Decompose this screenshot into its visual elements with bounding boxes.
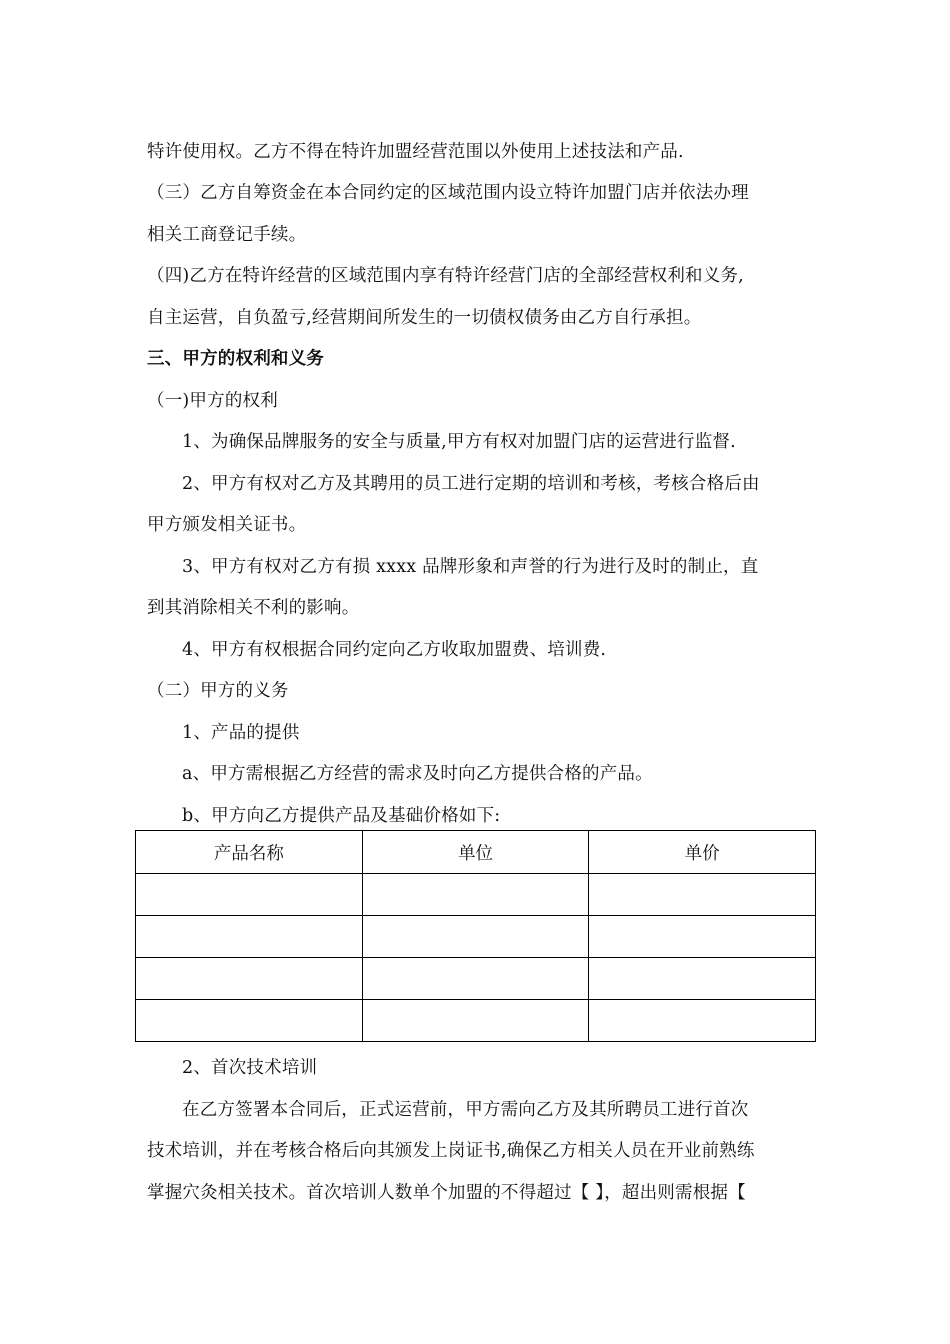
- paragraph-line: 特许使用权。乙方不得在特许加盟经营范围以外使用上述技法和产品.: [147, 142, 684, 162]
- paragraph-line: 掌握穴灸相关技术。首次培训人数单个加盟的不得超过【 】，超出则需根据【: [147, 1183, 746, 1203]
- table-cell: [136, 958, 363, 1000]
- table-cell: [362, 916, 589, 958]
- section-heading: 三、甲方的权利和义务: [147, 349, 324, 369]
- table-cell: [362, 1000, 589, 1042]
- column-header: 单价: [589, 831, 816, 874]
- table-cell: [136, 916, 363, 958]
- paragraph-line: 技术培训，并在考核合格后向其颁发上岗证书,确保乙方相关人员在开业前熟练: [147, 1141, 755, 1161]
- table-cell: [136, 874, 363, 916]
- column-header: 产品名称: [136, 831, 363, 874]
- list-item: 1、产品的提供: [182, 723, 300, 743]
- table-row: [136, 874, 816, 916]
- list-item: 2、首次技术培训: [182, 1058, 318, 1078]
- table-cell: [362, 958, 589, 1000]
- paragraph-line: 3、甲方有权对乙方有损 xxxx 品牌形象和声誉的行为进行及时的制止，直: [182, 557, 759, 577]
- list-item: a、甲方需根据乙方经营的需求及时向乙方提供合格的产品。: [182, 764, 653, 784]
- subsection-heading: （二）甲方的义务: [147, 681, 289, 701]
- list-item: b、甲方向乙方提供产品及基础价格如下:: [182, 806, 501, 826]
- paragraph-line: 自主运营，自负盈亏,经营期间所发生的一切债权债务由乙方自行承担。: [147, 308, 702, 328]
- column-header: 单位: [362, 831, 589, 874]
- table-cell: [589, 916, 816, 958]
- clause-three-line: （三）乙方自筹资金在本合同约定的区域范围内设立特许加盟门店并依法办理: [147, 183, 749, 203]
- paragraph-line: 甲方颁发相关证书。: [147, 515, 307, 535]
- price-table: [135, 830, 816, 1042]
- table-row: [136, 916, 816, 958]
- paragraph-line: 2、甲方有权对乙方及其聘用的员工进行定期的培训和考核，考核合格后由: [182, 474, 760, 494]
- paragraph-line: 相关工商登记手续。: [147, 225, 307, 245]
- subsection-heading: （一)甲方的权利: [147, 391, 278, 411]
- paragraph-line: 4、甲方有权根据合同约定向乙方收取加盟费、培训费.: [182, 640, 607, 660]
- clause-four-line: （四)乙方在特许经营的区域范围内享有特许经营门店的全部经营权利和义务,: [147, 266, 744, 286]
- table-cell: [589, 874, 816, 916]
- table-header-row: [136, 831, 816, 874]
- table-cell: [136, 1000, 363, 1042]
- table-row: [136, 958, 816, 1000]
- table-cell: [362, 874, 589, 916]
- paragraph-line: 到其消除相关不利的影响。: [147, 598, 360, 618]
- table-cell: [589, 1000, 816, 1042]
- paragraph-line: 在乙方签署本合同后，正式运营前，甲方需向乙方及其所聘员工进行首次: [182, 1100, 749, 1120]
- table-cell: [589, 958, 816, 1000]
- table-row: [136, 1000, 816, 1042]
- paragraph-line: 1、为确保品牌服务的安全与质量,甲方有权对加盟门店的运营进行监督.: [182, 432, 736, 452]
